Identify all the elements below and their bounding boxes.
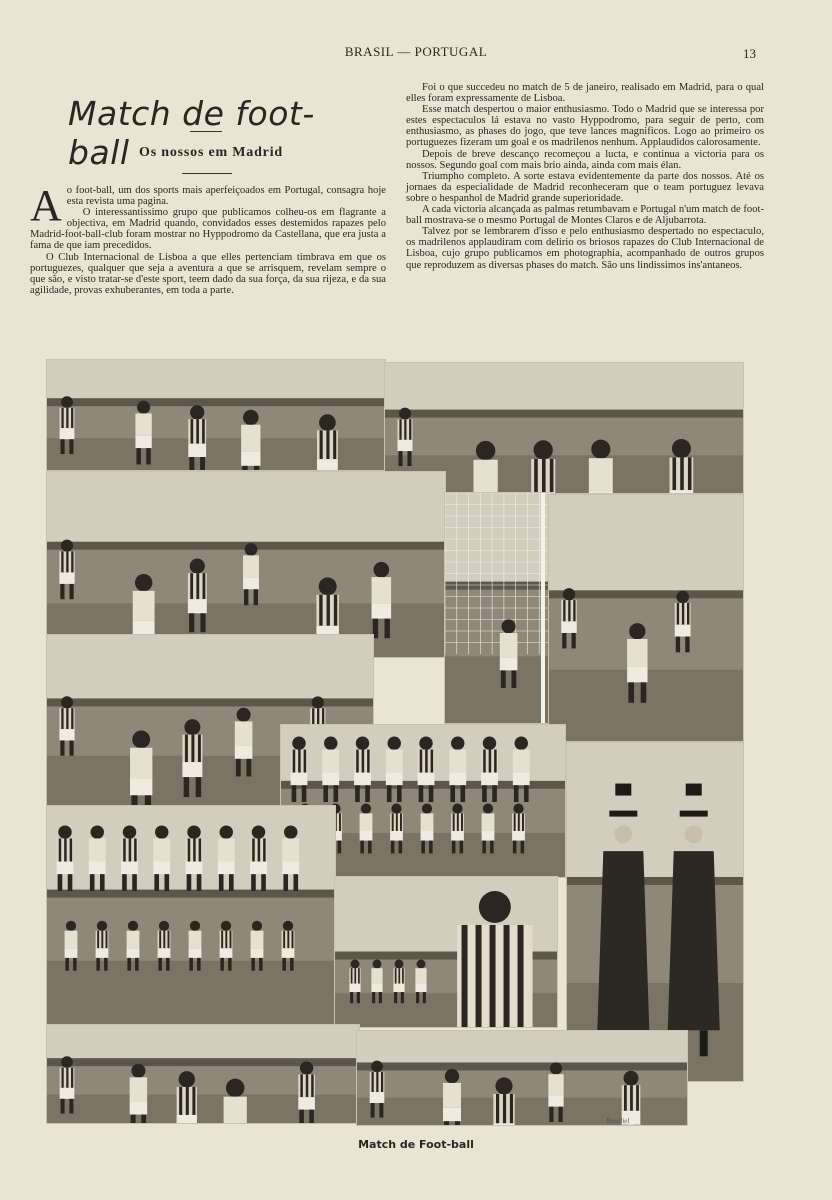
right-paragraph-5: A cada victoria alcançada as palmas retumbavam e Portugal n'um match de foot-ball mostrava-se o mesmo Portugal de Montes Claros e de Aljubarrota. bbox=[406, 204, 764, 227]
collage-caption: Match de Foot-ball bbox=[358, 1138, 474, 1151]
photo-header-ball bbox=[548, 494, 744, 742]
photo-player-portrait bbox=[334, 876, 558, 1028]
right-paragraph-4: Triumpho completo. A sorte estava evidentemente da parte dos nossos. Até os jornaes da especialidade de Madrid reconheceram que o team portuguez levava sobre o hespanhol de Madrid grande superioridade. bbox=[406, 170, 764, 204]
subtitle-rule bbox=[182, 173, 232, 174]
article-subtitle: Os nossos em Madrid bbox=[139, 145, 283, 160]
photo-image bbox=[47, 1025, 359, 1123]
right-paragraph-3: Depois de breve descanço recomeçou a lucta, e continua a victoria para os nossos. Segundo goal com mais brio ainda, ainda com mais élan. bbox=[406, 148, 764, 171]
photo-image bbox=[335, 877, 557, 1027]
photographer-signature: Benoliel bbox=[606, 1117, 630, 1125]
photo-image bbox=[47, 360, 385, 470]
photo-image bbox=[549, 495, 743, 741]
left-paragraph-1: o foot-ball, um dos sports mais aperfeiçoados em Portugal, consagra hoje esta revista uma pagina. bbox=[66, 185, 386, 208]
title-rule bbox=[190, 131, 222, 132]
photo-panorama-1 bbox=[46, 1024, 360, 1124]
photo-image bbox=[47, 472, 445, 657]
photo-panorama-2 bbox=[356, 1030, 688, 1126]
dropcap: A bbox=[30, 181, 62, 230]
article-title: Match de foot-ball bbox=[68, 94, 315, 173]
photo-image bbox=[357, 1031, 687, 1125]
right-paragraph-6: Talvez por se lembrarem d'isso e pelo enthusiasmo despertado no espectaculo, os madrilenos applaudiram com delirio os briosos rapazes do Club Internacional de Lisboa, cujo grupo publicamos em photographia, acompanhado de outros grupos que reproduzem as diversas phases do match. São uns lindissimos ins'antaneos. bbox=[406, 226, 764, 271]
left-paragraph-2: O interessantissimo grupo que publicamos colheu-os em flagrante a objectiva, em Madrid quando, convidados esses destemidos rapazes pelo Madrid-foot-ball-club foram mostrar no Hyppodromo da Castellana, que era justa a fama de que iam precedidos. bbox=[30, 207, 386, 252]
photo-play-3 bbox=[46, 471, 446, 658]
left-paragraph-3: O Club Internacional de Lisboa a que elles pertenciam timbrava em que os portuguezes, qualquer que seja a aventura a que se arrisquem, revelam sempre o que são, e visto tratar-se d'este sport, teem dado da sua força, da sua rijeza, e da sua agilidade, provas exhuberantes, em toda a parte. bbox=[30, 251, 386, 296]
photo-players-close bbox=[46, 805, 336, 1025]
photo-image bbox=[47, 806, 335, 1024]
photo-play-1 bbox=[46, 359, 386, 471]
page-number: 13 bbox=[743, 46, 756, 61]
left-text-column bbox=[30, 181, 386, 296]
photo-image bbox=[445, 493, 551, 723]
right-paragraph-1: Foi o que succedeu no match de 5 de janeiro, realisado em Madrid, para o qual elles foram expressamente de Lisboa. bbox=[406, 82, 764, 105]
right-paragraph-2: Esse match despertou o maior enthusiasmo. Todo o Madrid que se interessa por estes espectaculos lá estava no vasto Hyppodromo, para seguir de perto, com enthusiasmo, as phases do jogo, que teve lances magnificos. Logo ao primeiro os portuguezes fizeram um goal e os madrilenos nenhum. Applaudidos calorosamente. bbox=[406, 104, 764, 149]
right-text-column bbox=[406, 82, 764, 271]
photo-goal-net bbox=[444, 492, 552, 724]
running-header: BRASIL — PORTUGAL bbox=[344, 44, 488, 59]
